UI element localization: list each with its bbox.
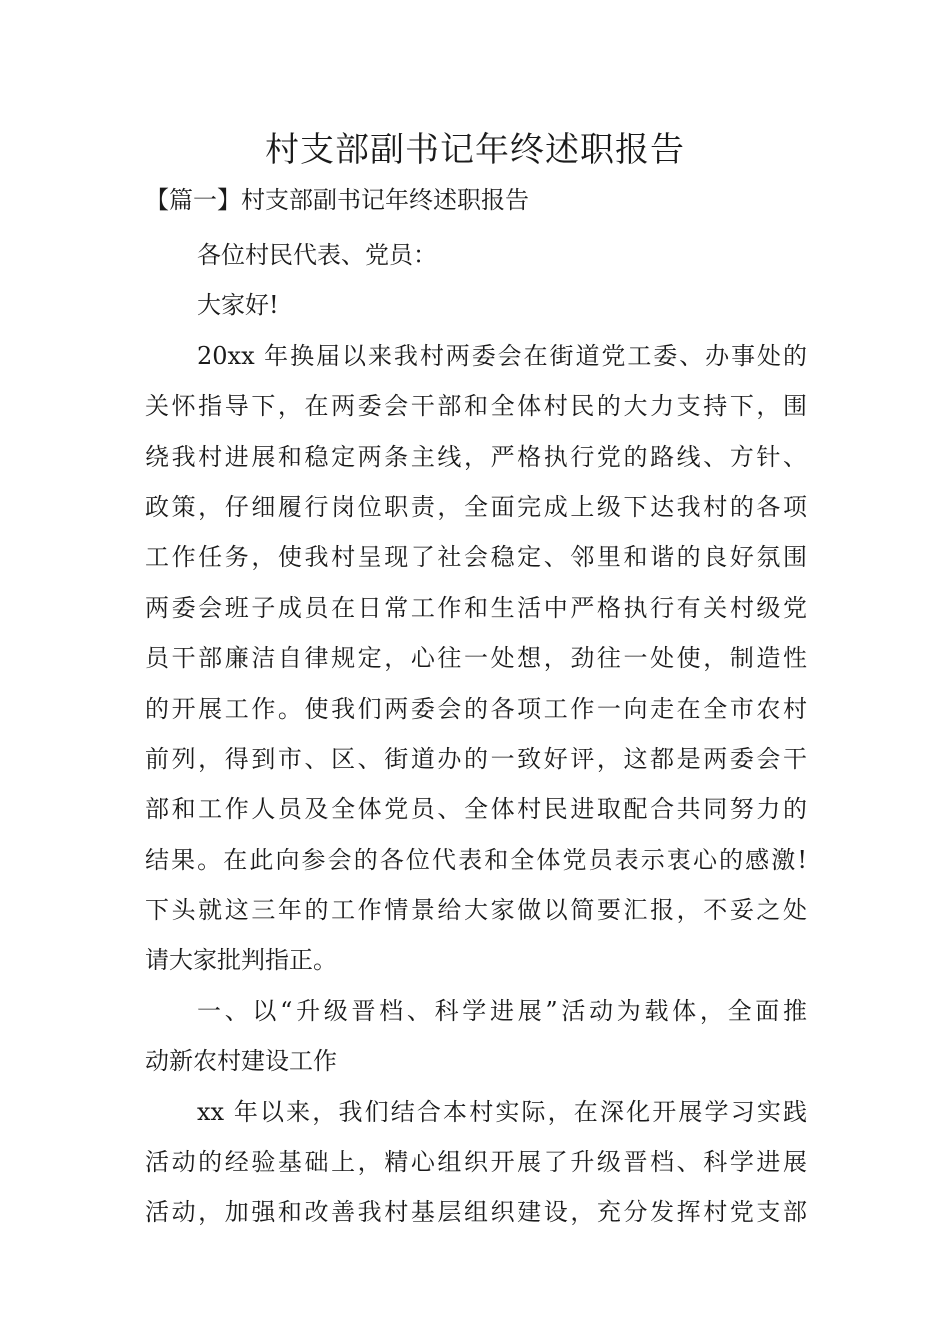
text-line: 动新农村建设工作	[145, 1047, 337, 1076]
text-line: 结果。在此向参会的各位代表和全体党员表示衷心的感激!	[145, 845, 807, 874]
text-line: 前列，得到市、区、街道办的一致好评，这都是两委会干	[145, 744, 807, 773]
text-line: 的开展工作。使我们两委会的各项工作一向走在全市农村	[145, 694, 807, 723]
text-line: 大家好!	[197, 291, 279, 320]
text-line: 政策，仔细履行岗位职责，全面完成上级下达我村的各项	[145, 492, 807, 521]
text-line: 关怀指导下，在两委会干部和全体村民的大力支持下，围	[145, 392, 807, 421]
document-title: 村支部副书记年终述职报告	[265, 130, 685, 170]
text-line: 请大家批判指正。	[145, 946, 337, 975]
text-line: xx 年以来，我们结合本村实际，在深化开展学习实践	[197, 1097, 807, 1126]
text-line: 部和工作人员及全体党员、全体村民进取配合共同努力的	[145, 795, 807, 824]
text-line: 一、以“升级晋档、科学进展”活动为载体，全面推	[197, 996, 807, 1025]
text-line: 绕我村进展和稳定两条主线，严格执行党的路线、方针、	[145, 442, 807, 471]
text-line: 工作任务，使我村呈现了社会稳定、邻里和谐的良好氛围	[145, 543, 807, 572]
text-line: 两委会班子成员在日常工作和生活中严格执行有关村级党	[145, 593, 807, 622]
text-line: 各位村民代表、党员：	[197, 241, 437, 269]
text-line: 下头就这三年的工作情景给大家做以简要汇报，不妥之处	[145, 896, 807, 925]
text-line: 员干部廉洁自律规定，心往一处想，劲往一处使，制造性	[145, 644, 807, 673]
text-line: 20xx 年换届以来我村两委会在街道党工委、办事处的	[197, 341, 807, 370]
body-text	[145, 230, 807, 1238]
text-line: 活动，加强和改善我村基层组织建设，充分发挥村党支部	[145, 1198, 807, 1227]
text-line: 活动的经验基础上，精心组织开展了升级晋档、科学进展	[145, 1148, 807, 1177]
section-heading: 【篇一】村支部副书记年终述职报告	[145, 186, 529, 214]
